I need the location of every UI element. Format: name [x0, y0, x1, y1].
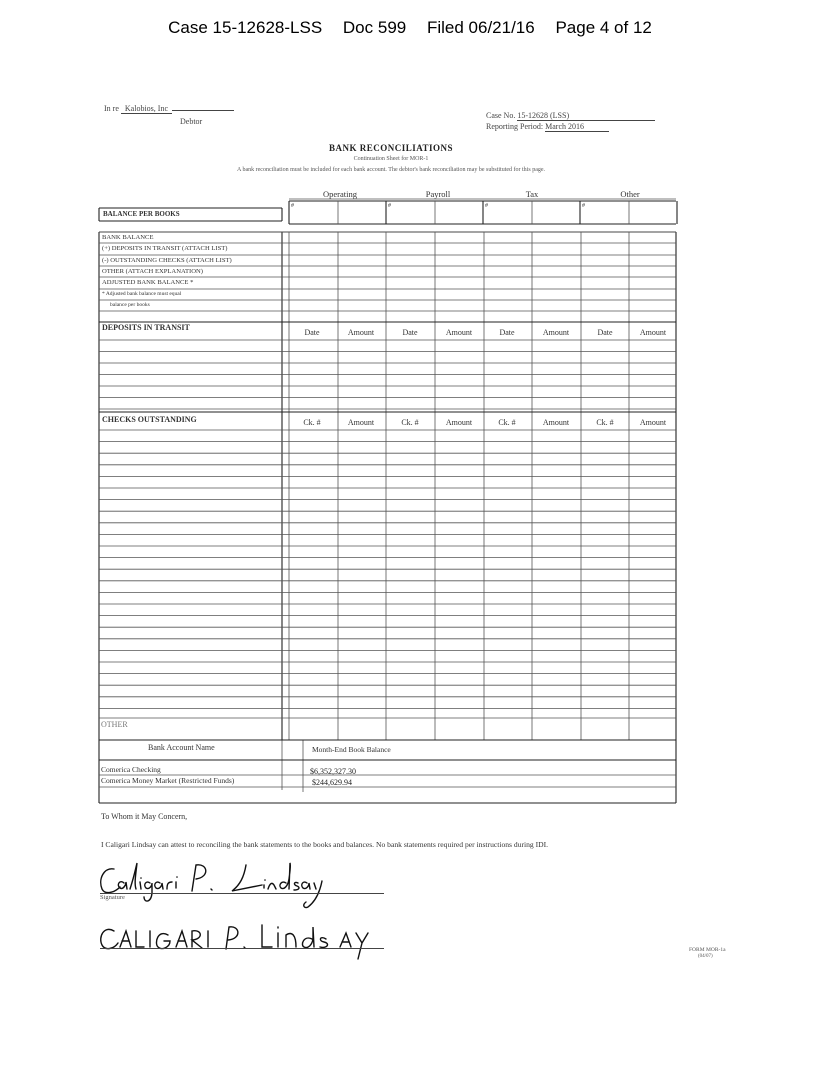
column-header-operating: Operating: [323, 189, 357, 199]
checks-outstanding-label: CHECKS OUTSTANDING: [102, 415, 197, 424]
account-balance: $6,352,327.30: [310, 767, 356, 776]
case-number-banner: Case 15-12628-LSS: [168, 18, 323, 37]
bank-row-label: (+) DEPOSITS IN TRANSIT (ATTACH LIST): [102, 245, 228, 252]
attestation-statement: I Caligari Lindsay can attest to reconciling the bank statements to the books and balances. No bank statements required per instructions during IDI.: [101, 840, 549, 849]
bank-row-label: OTHER (ATTACH EXPLANATION): [102, 268, 203, 275]
account-name: Comerica Checking: [101, 765, 161, 774]
form-instruction: A bank reconciliation must be included for each bank account. The debtor's bank reconciliation may be substituted for this page.: [236, 167, 546, 173]
account-number-label: #: [485, 203, 488, 209]
reporting-period-value: March 2016: [545, 122, 609, 132]
in-re-line: In re Kalobios, Inc: [104, 104, 234, 113]
bank-account-name-header: Bank Account Name: [148, 743, 215, 752]
checks-column-header: Amount: [445, 418, 473, 427]
signature-label: Signature: [100, 894, 125, 901]
form-subtitle: Continuation Sheet for MOR-1: [353, 156, 429, 162]
deposits-column-header: Date: [499, 328, 515, 337]
form-title: BANK RECONCILIATIONS: [328, 143, 454, 153]
case-no-value: 15-12628 (LSS): [517, 111, 655, 121]
deposits-in-transit-label: DEPOSITS IN TRANSIT: [102, 323, 190, 332]
deposits-column-header: Amount: [445, 328, 473, 337]
bank-row-label: * Adjusted bank balance must equal: [102, 291, 182, 297]
debtor-name: Kalobios, Inc: [121, 104, 172, 114]
bank-row-label: BANK BALANCE: [102, 234, 154, 241]
account-number-label: #: [291, 203, 294, 209]
bank-row-label: (-) OUTSTANDING CHECKS (ATTACH LIST): [102, 257, 232, 264]
doc-number-banner: Doc 599: [342, 18, 407, 37]
filed-date-banner: Filed 06/21/16: [426, 18, 535, 37]
checks-column-header: Amount: [639, 418, 667, 427]
column-header-other: Other: [620, 189, 640, 199]
checks-column-header: Ck. #: [303, 418, 321, 427]
balance-per-books-label: BALANCE PER BOOKS: [103, 210, 180, 218]
form-revision: (04/07): [698, 954, 713, 959]
deposits-column-header: Date: [597, 328, 613, 337]
account-number-label: #: [582, 203, 585, 209]
account-balance: $244,629.94: [312, 778, 352, 787]
checks-column-header: Amount: [347, 418, 375, 427]
bank-row-label: ADJUSTED BANK BALANCE *: [102, 279, 194, 286]
deposits-column-header: Date: [402, 328, 418, 337]
column-header-payroll: Payroll: [425, 189, 451, 199]
month-end-balance-header: Month-End Book Balance: [312, 745, 391, 754]
checks-column-header: Ck. #: [401, 418, 419, 427]
signature-line: [100, 893, 384, 894]
deposits-column-header: Date: [304, 328, 320, 337]
page-number-banner: Page 4 of 12: [555, 18, 652, 37]
checks-column-header: Ck. #: [498, 418, 516, 427]
account-name: Comerica Money Market (Restricted Funds): [101, 776, 235, 785]
debtor-label: Debtor: [180, 117, 203, 126]
deposits-column-header: Amount: [639, 328, 667, 337]
checks-column-header: Ck. #: [596, 418, 614, 427]
salutation: To Whom it May Concern,: [101, 812, 188, 821]
deposits-column-header: Amount: [542, 328, 570, 337]
bank-row-label: balance per books: [110, 302, 150, 308]
column-header-tax: Tax: [525, 189, 539, 199]
deposits-column-header: Amount: [347, 328, 375, 337]
case-no-line: Case No. 15-12628 (LSS): [486, 111, 655, 121]
reporting-period-line: Reporting Period: March 2016: [486, 122, 609, 132]
account-number-label: #: [388, 203, 391, 209]
other-label: OTHER: [101, 720, 128, 729]
checks-column-header: Amount: [542, 418, 570, 427]
form-id: FORM MOR-1a: [689, 947, 726, 953]
printed-name-line: [100, 948, 384, 949]
